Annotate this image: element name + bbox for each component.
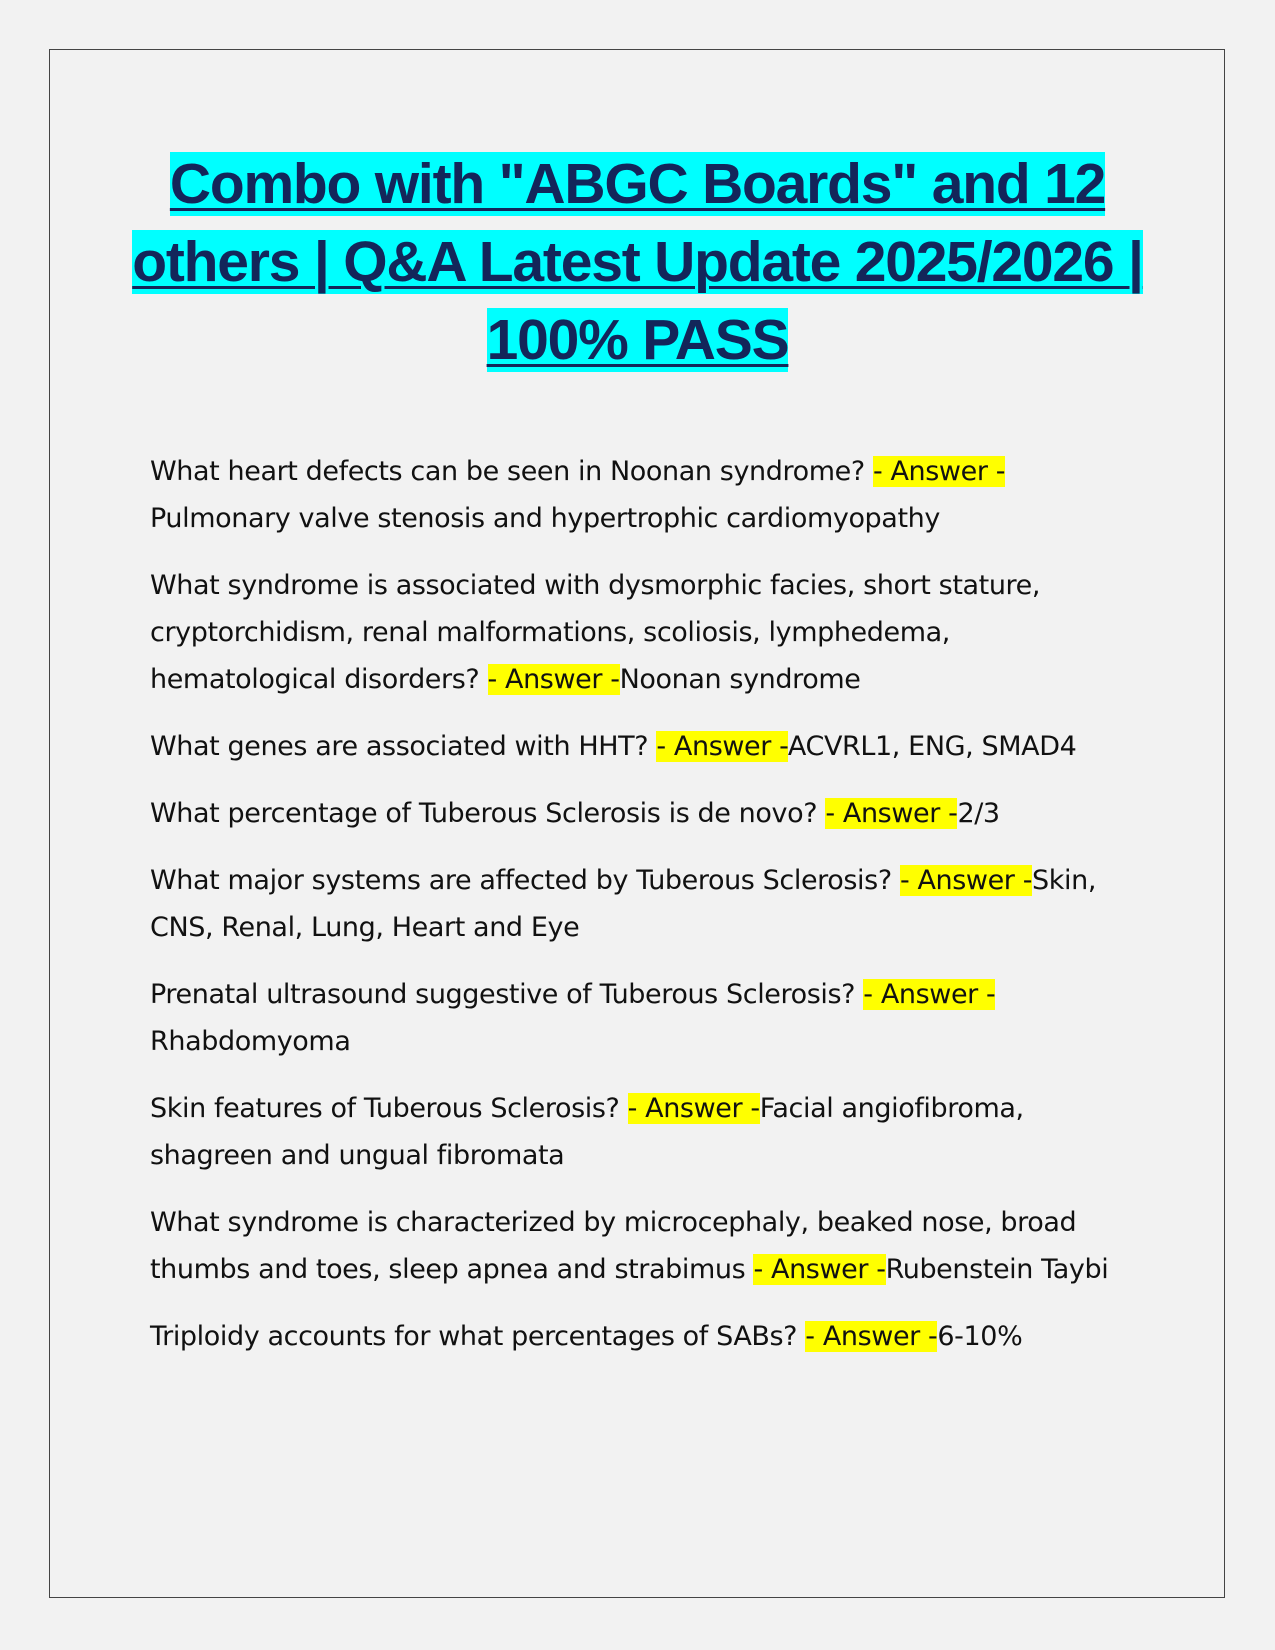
qa-item: [150, 1199, 1140, 1293]
qa-item: [150, 448, 1140, 542]
question-text: What syndrome is associated with dysmorphic facies, short stature, cryptorchidism, renal malformations, scoliosis, lymphedema, hematological disorders?: [150, 570, 1041, 695]
answer-text: 2/3: [957, 798, 1000, 829]
qa-item: [150, 971, 1140, 1065]
answer-text: ACVRL1, ENG, SMAD4: [787, 731, 1077, 762]
answer-text: 6-10%: [937, 1321, 1023, 1352]
question-text: Skin features of Tuberous Sclerosis?: [150, 1093, 628, 1124]
question-text: What syndrome is characterized by microcephaly, beaked nose, broad thumbs and toes, sleep apnea and strabimus: [150, 1207, 1077, 1285]
answer-marker: - Answer -: [825, 798, 958, 829]
qa-item: [150, 723, 1140, 770]
answer-marker: - Answer -: [753, 1254, 886, 1285]
qa-item: [150, 1313, 1140, 1360]
answer-marker: - Answer -: [627, 1093, 760, 1124]
qa-item: [150, 1085, 1140, 1179]
answer-marker: - Answer -: [656, 731, 788, 762]
qa-list: [150, 448, 1140, 1380]
answer-text: Skin, CNS, Renal, Lung, Heart and Eye: [150, 865, 1097, 943]
question-text: What major systems are affected by Tuberous Sclerosis?: [150, 865, 900, 896]
qa-item: [150, 562, 1140, 703]
answer-marker: - Answer -: [872, 456, 1006, 487]
question-text: What heart defects can be seen in Noonan syndrome?: [150, 456, 873, 487]
answer-marker: - Answer -: [487, 664, 620, 695]
answer-marker: - Answer -: [863, 979, 996, 1010]
answer-text: Pulmonary valve stenosis and hypertrophic cardiomyopathy: [150, 503, 940, 534]
question-text: Triploidy accounts for what percentages of SABs?: [150, 1321, 806, 1352]
question-text: Prenatal ultrasound suggestive of Tuberous Sclerosis?: [150, 979, 864, 1010]
answer-text: Facial angiofibroma, shagreen and ungual fibromata: [150, 1093, 1024, 1171]
question-text: What genes are associated with HHT?: [150, 731, 657, 762]
answer-text: Rhabdomyoma: [150, 1026, 351, 1057]
answer-text: Rubenstein Taybi: [885, 1254, 1109, 1285]
qa-item: [150, 790, 1140, 837]
document-title-text: Combo with "ABGC Boards" and 12 others | Q&A Latest Update 2025/2026 | 100% PASS: [132, 152, 1143, 372]
answer-marker: - Answer -: [805, 1321, 938, 1352]
question-text: What percentage of Tuberous Sclerosis is de novo?: [150, 798, 826, 829]
qa-item: [150, 857, 1140, 951]
answer-text: Noonan syndrome: [619, 664, 861, 695]
document-title: [130, 145, 1145, 379]
answer-marker: - Answer -: [899, 865, 1033, 896]
